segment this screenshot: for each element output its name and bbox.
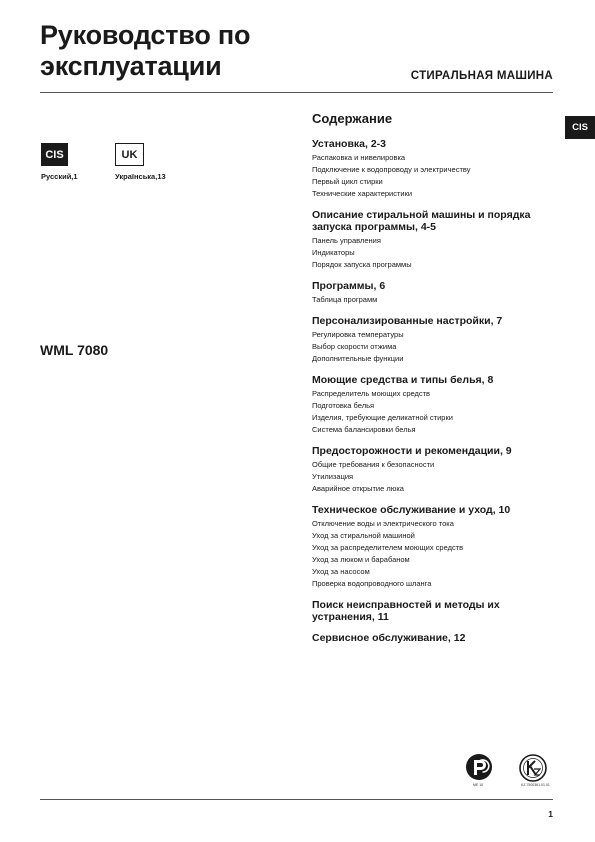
table-of-contents	[312, 111, 552, 653]
language-uk[interactable]	[115, 143, 185, 181]
language-code-badge: UK	[115, 143, 144, 166]
model-number: WML 7080	[40, 342, 109, 358]
toc-section	[312, 280, 552, 306]
language-cis[interactable]	[41, 143, 111, 181]
header-divider	[40, 92, 553, 93]
toc-item[interactable]: Распаковка и нивелировка	[312, 153, 406, 162]
kz-caption: KZ.7500361.01.01	[521, 783, 550, 787]
toc-sections	[312, 138, 552, 644]
toc-section-heading[interactable]: Поиск неисправностей и методы их устранения, 11	[312, 599, 500, 623]
toc-section	[312, 632, 552, 644]
toc-section	[312, 315, 552, 365]
toc-item[interactable]: Панель управления	[312, 236, 381, 245]
toc-item[interactable]: Таблица программ	[312, 295, 378, 304]
toc-section-heading[interactable]: Персонализированные настройки, 7	[312, 315, 503, 327]
toc-item[interactable]: Система балансировки белья	[312, 425, 416, 434]
toc-item[interactable]: Отключение воды и электрического тока	[312, 519, 454, 528]
product-type-label: СТИРАЛЬНАЯ МАШИНА	[410, 70, 553, 82]
toc-section-heading[interactable]: Описание стиральной машины и порядка запуска программы, 4-5	[312, 209, 531, 233]
footer-divider	[40, 799, 553, 800]
toc-section-heading[interactable]: Сервисное обслуживание, 12	[312, 632, 466, 644]
toc-item[interactable]: Проверка водопроводного шланга	[312, 579, 432, 588]
toc-item[interactable]: Первый цикл стирки	[312, 177, 383, 186]
toc-item[interactable]: Утилизация	[312, 472, 354, 481]
region-tab: CIS	[565, 116, 595, 139]
toc-section-heading[interactable]: Установка, 2-3	[312, 138, 387, 150]
toc-section-heading[interactable]: Моющие средства и типы белья, 8	[312, 374, 494, 386]
language-code-badge: CIS	[41, 143, 68, 166]
toc-item[interactable]: Подключение к водопроводу и электричеству	[312, 165, 471, 174]
toc-item[interactable]: Уход за распределителем моющих средств	[312, 543, 464, 552]
page-number: 1	[548, 809, 553, 819]
toc-item[interactable]: Распределитель моющих средств	[312, 389, 431, 398]
language-label: Українська,13	[115, 172, 166, 181]
pct-caption: МЕ 10	[473, 783, 484, 787]
toc-item[interactable]: Изделия, требующие деликатной стирки	[312, 413, 453, 422]
toc-title: Содержание	[312, 111, 393, 126]
toc-item[interactable]: Регулировка температуры	[312, 330, 404, 339]
toc-item[interactable]: Дополнительные функции	[312, 354, 404, 363]
toc-section	[312, 374, 552, 436]
toc-section	[312, 504, 552, 590]
toc-section	[312, 599, 552, 623]
toc-item[interactable]: Уход за стиральной машиной	[312, 531, 415, 540]
toc-item[interactable]: Технические характеристики	[312, 189, 413, 198]
kz-certification-icon	[518, 753, 548, 783]
toc-item[interactable]: Выбор скорости отжима	[312, 342, 397, 351]
toc-item[interactable]: Уход за насосом	[312, 567, 370, 576]
toc-item[interactable]: Уход за люком и барабаном	[312, 555, 410, 564]
toc-section-heading[interactable]: Техническое обслуживание и уход, 10	[312, 504, 511, 516]
toc-section-heading[interactable]: Предосторожности и рекомендации, 9	[312, 445, 512, 457]
pct-certification-icon	[465, 753, 493, 781]
toc-item[interactable]: Порядок запуска программы	[312, 260, 412, 269]
toc-item[interactable]: Общие требования к безопасности	[312, 460, 435, 469]
language-label: Русский,1	[41, 172, 78, 181]
certification-logos	[460, 752, 560, 792]
toc-section	[312, 138, 552, 200]
toc-section	[312, 445, 552, 495]
toc-section-heading[interactable]: Программы, 6	[312, 280, 386, 292]
toc-item[interactable]: Подготовка белья	[312, 401, 375, 410]
document-title: Руководство по эксплуатации	[40, 20, 251, 81]
toc-item[interactable]: Индикаторы	[312, 248, 355, 257]
toc-section	[312, 209, 552, 271]
toc-item[interactable]: Аварийное открытие люка	[312, 484, 404, 493]
